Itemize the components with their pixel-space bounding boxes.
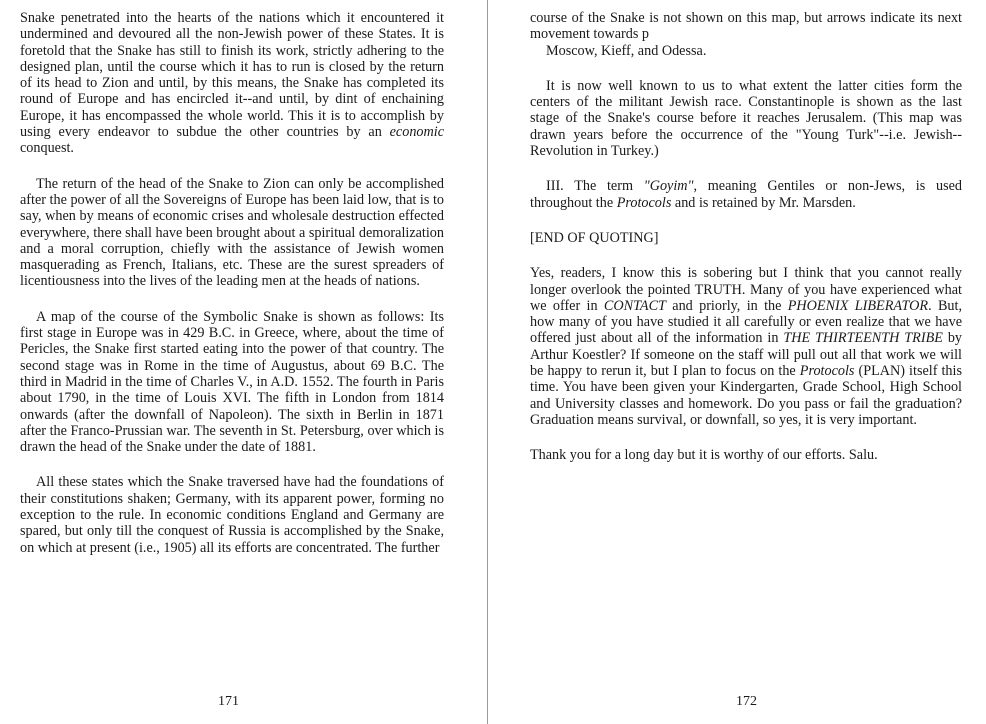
paragraph-map-of-course: A map of the course of the Symbolic Snake is shown as follows: Its first stage in Europe was in 429 B.C. in Greece, where, about the time of Pericles, the Snake first started eating into the power of that country. The second stage was in Rome in the time of Augustus, about 69 B.C. The third in Madrid in the time of Charles V., in A.D. 1552. The fourth in Paris about 1790, in the time of Louis XVI. The fifth in London from 1814 onwards (after the downfall of Napoleon). The sixth in Berlin in 1871 after the Franco-Prussian war. The seventh in St. Petersburg, over which is drawn the head of the Snake under the date of 1881. — [20, 308, 444, 456]
page-number-right: 172 — [736, 694, 757, 709]
page-number-left: 171 — [218, 694, 239, 709]
paragraph-well-known: It is now well known to us to what extent the latter cities form the centers of the militant Jewish race. Constantinople is shown as the last stage of the Snake's course before it reaches Jerusalem. (This map was drawn years before the occurrence of the "Young Turk"--i.e. Jewish--Revolution in Turkey.) — [530, 77, 962, 160]
end-of-quoting-heading: [END OF QUOTING] — [530, 229, 659, 246]
paragraph-course-continued: course of the Snake is not shown on this map, but arrows indicate its next movement towards p Moscow, Kieff, and Odessa. — [530, 10, 962, 59]
paragraph-thank-you: Thank you for a long day but it is worthy of our efforts. Salu. — [530, 447, 878, 464]
emphasis-contact: CONTACT — [603, 297, 666, 314]
right-page — [488, 0, 986, 724]
emphasis-economic: economic — [389, 124, 444, 141]
paragraph-readers: Yes, readers, I know this is sobering but I think that you cannot really longer overlook the pointed TRUTH. Many of you have experienced what we offer in CONTACT and priorly, in the PHOENIX LIBERATOR. But, how many of you have studied it all carefully or even realize that we have offered just about all of the information in THE THIRTEENTH TRIBE by Arthur Koestler? If someone on the staff will pull out all that work we will be happy to rerun it, but I plan to focus on the Protocols (PLAN) itself this time. You have been given your Kindergarten, Grade School, High School and University classes and homework. Do you pass or fail the graduation? Graduation means survival, or downfall, so yes, it is very important. — [530, 265, 963, 428]
right-page-text — [530, 10, 962, 483]
emphasis-protocols-2: Protocols — [799, 363, 855, 380]
emphasis-thirteenth-tribe: THE THIRTEENTH TRIBE — [783, 330, 943, 347]
paragraph-goyim-term: III. The term "Goyim", meaning Gentiles or non-Jews, is used throughout the Protocols and is retained by Mr. Marsden. — [530, 178, 962, 211]
emphasis-phoenix-liberator: PHOENIX LIBERATOR — [787, 297, 929, 314]
left-page — [0, 0, 487, 724]
paragraph-states-traversed: All these states which the Snake traversed have had the foundations of their constitutions shaken; Germany, with its apparent power, forming no exception to the rule. In economic conditions England and Germany are spared, but only till the conquest of Russia is accomplished by the Snake, on which at present (i.e., 1905) all its efforts are concentrated. The further — [20, 474, 444, 556]
paragraph-snake-penetrated: Snake penetrated into the hearts of the nations which it encountered it undermined and devoured all the non-Jewish power of these States. It is foretold that the Snake has still to finish its work, strictly adhering to the designed plan, until the course which it has to run is closed by the return of its head to Zion and until, by this means, the Snake has completed its round of Europe and has encircled it--and until, by dint of enchaining Europe, it has encompassed the whole world. This it is to accomplish by using every endeavor to subdue the other countries by an economic conquest. — [20, 10, 444, 157]
left-page-text — [20, 10, 444, 575]
paragraph-return-of-head: The return of the head of the Snake to Zion can only be accomplished after the power of all the Sovereigns of Europe has been laid low, that is to say, when by means of economic crises and wholesale destruction effected everywhere, there shall have been brought about a spiritual demoralization and a moral corruption, chiefly with the assistance of Jewish women masquerading as French, Italians, etc. These are the surest spreaders of licentiousness into the lives of the leading men at the heads of nations. — [20, 175, 444, 290]
emphasis-protocols: Protocols — [616, 194, 672, 211]
emphasis-goyim: "Goyim" — [643, 178, 694, 195]
